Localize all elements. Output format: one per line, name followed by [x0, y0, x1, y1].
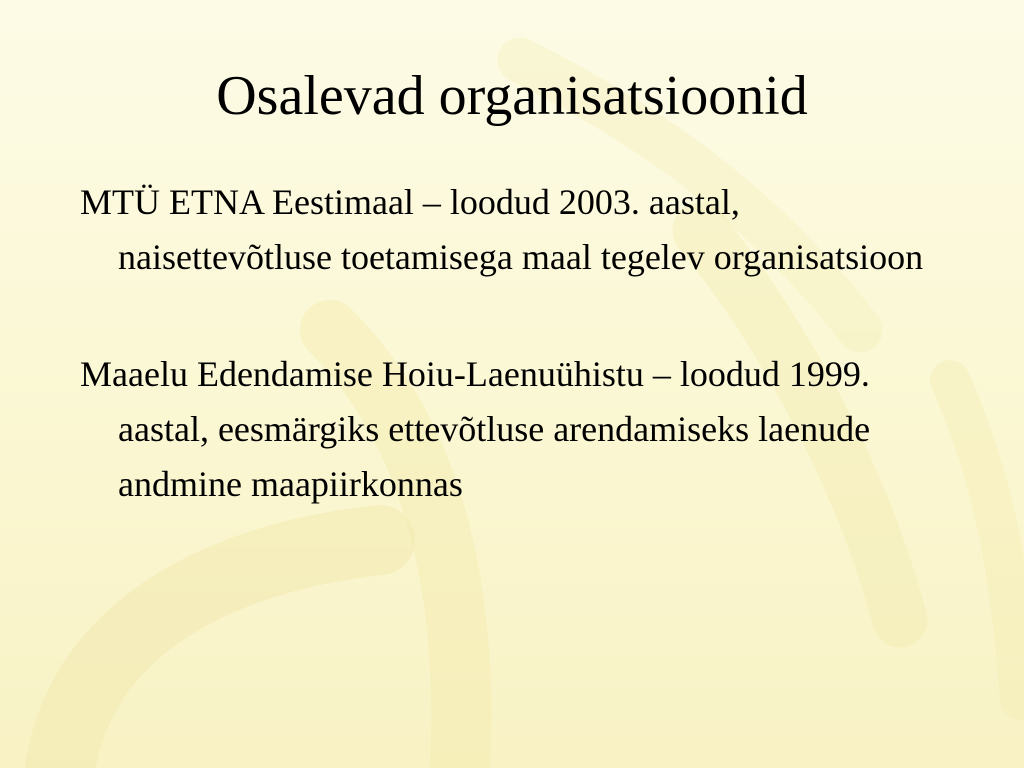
paragraph-etna: MTÜ ETNA Eestimaal – loodud 2003. aastal, naisettevõtluse toetamisega maal tegelev organisatsioon — [80, 182, 924, 277]
paragraph-hoiu-laenuuhistu: Maaelu Edendamise Hoiu-Laenuühistu – loodud 1999. aastal, eesmärgiks ettevõtluse arendamiseks laenude andmine maapiirkonnas — [80, 354, 871, 504]
slide-body — [80, 175, 960, 512]
slide-title: Osalevad organisatsioonid — [216, 65, 808, 127]
